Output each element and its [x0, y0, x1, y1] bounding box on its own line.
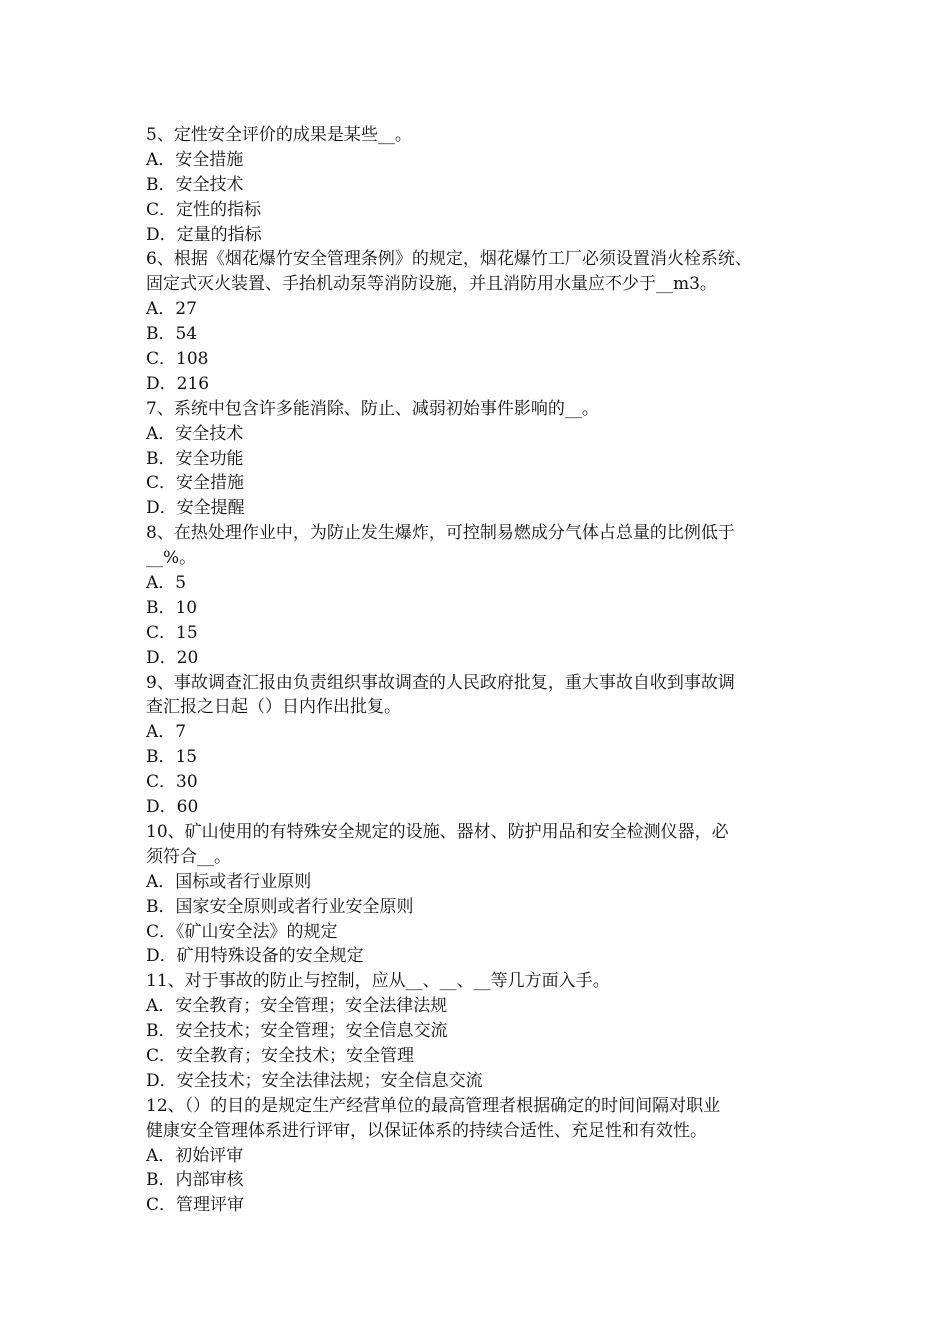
question-stem-continuation: 固定式灭火装置、手抬机动泵等消防设施，并且消防用水量应不少于__m3。 [146, 274, 717, 295]
question-stem: 10、矿山使用的有特殊安全规定的设施、器材、防护用品和安全检测仪器，必 [146, 821, 729, 842]
answer-option: D．安全技术；安全法律法规；安全信息交流 [146, 1070, 483, 1091]
answer-option: A．初始评审 [146, 1145, 244, 1166]
answer-option: B．10 [146, 597, 198, 618]
answer-option: A．安全措施 [146, 149, 244, 170]
answer-option: A．安全技术 [146, 423, 244, 444]
answer-option: B．15 [146, 747, 198, 768]
answer-option: C．108 [146, 349, 209, 370]
answer-option: C．15 [146, 622, 198, 643]
answer-option: B．国家安全原则或者行业安全原则 [146, 896, 414, 917]
answer-option: A．国标或者行业原则 [146, 871, 312, 892]
answer-option: C．30 [146, 772, 198, 793]
answer-option: B．安全技术 [146, 174, 244, 195]
answer-option: D．20 [146, 647, 199, 668]
answer-option: C．《矿山安全法》的规定 [146, 921, 338, 942]
answer-option: A．安全教育；安全管理；安全法律法规 [146, 996, 448, 1017]
question-stem: 5、定性安全评价的成果是某些__。 [146, 125, 412, 145]
answer-option: D．60 [146, 797, 199, 818]
answer-option: A．5 [146, 573, 187, 594]
question-stem-continuation: 健康安全管理体系进行评审，以保证体系的持续合适性、充足性和有效性。 [146, 1120, 707, 1141]
answer-option: B．安全功能 [146, 448, 244, 469]
question-stem: 11、对于事故的防止与控制，应从__、__、__等几方面入手。 [146, 971, 610, 992]
question-stem-continuation: 须符合__。 [146, 846, 231, 867]
answer-option: A．27 [146, 299, 197, 320]
question-stem: 6、根据《烟花爆竹安全管理条例》的规定，烟花爆竹工厂必须设置消火栓系统、 [146, 249, 752, 270]
document-body [146, 123, 816, 1218]
answer-option: D．定量的指标 [146, 224, 262, 245]
question-stem: 9、事故调查汇报由负责组织事故调查的人民政府批复，重大事故自收到事故调 [146, 672, 735, 693]
answer-option: C．管理评审 [146, 1195, 245, 1216]
question-stem: 8、在热处理作业中，为防止发生爆炸，可控制易燃成分气体占总量的比例低于 [146, 523, 735, 544]
answer-option: D．安全提醒 [146, 498, 245, 519]
answer-option: B．内部审核 [146, 1170, 244, 1191]
answer-option: C．安全教育；安全技术；安全管理 [146, 1045, 415, 1066]
question-stem-continuation: 查汇报之日起（）日内作出批复。 [146, 697, 401, 718]
question-stem: 12、（）的目的是规定生产经营单位的最高管理者根据确定的时间间隔对职业 [146, 1095, 721, 1116]
answer-option: C．安全措施 [146, 473, 245, 494]
question-stem: 7、系统中包含许多能消除、防止、减弱初始事件影响的__。 [146, 398, 599, 419]
question-stem-continuation: __%。 [146, 548, 197, 569]
answer-option: B．54 [146, 324, 198, 345]
answer-option: A．7 [146, 722, 187, 743]
answer-option: D．216 [146, 373, 210, 394]
answer-option: B．安全技术；安全管理；安全信息交流 [146, 1021, 448, 1042]
answer-option: D．矿用特殊设备的安全规定 [146, 946, 364, 967]
answer-option: C．定性的指标 [146, 199, 262, 220]
